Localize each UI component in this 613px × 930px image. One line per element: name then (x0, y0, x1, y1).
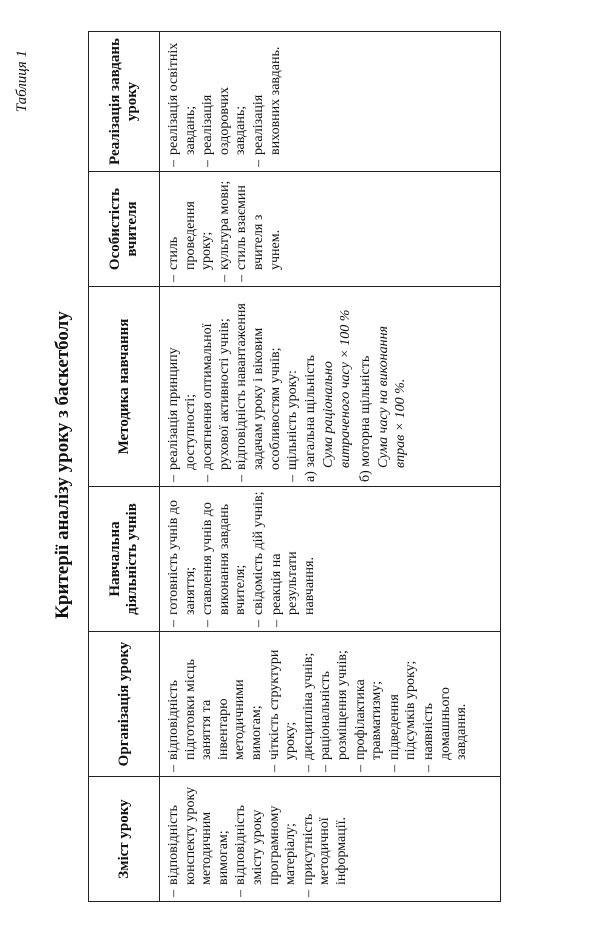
header-lesson-organization: Організація уроку (89, 632, 160, 777)
dash-bullet: – (166, 890, 181, 897)
header-row (89, 32, 160, 902)
list-item: – щільність уроку: (285, 370, 301, 482)
list-item: – свідомість дій учнів; (250, 491, 266, 627)
list-item: – присутність методичної інформації. (300, 813, 349, 897)
cell-student-activity (160, 487, 501, 632)
list-item: – відповідність підготовки місць заняття та інвентарю методичними вимогам; (166, 659, 264, 772)
dash-bullet: – (300, 890, 316, 897)
dash-bullet: – (166, 620, 181, 627)
dash-bullet: – (285, 475, 301, 482)
dash-bullet: – (386, 765, 402, 772)
table-row (160, 32, 501, 902)
list-item: – стиль взаємин вчителя з учнем. (234, 185, 283, 282)
list-item: – реалізація виховних завдань. (250, 46, 283, 167)
cell-lesson-organization (160, 632, 501, 777)
density-general-label: а) загальна щільність (302, 355, 318, 482)
header-task-realization: Реалізація завдань уроку (89, 32, 160, 172)
dash-bullet: – (352, 765, 368, 772)
dash-bullet: – (250, 620, 266, 627)
dash-bullet: – (250, 160, 266, 167)
dash-bullet: – (234, 475, 250, 482)
list-item: – відповідність навантаження задачам уроку і віковим особливостям учнів; (234, 303, 283, 482)
list-item: – дисципліна учнів; (300, 652, 316, 772)
list-item: – ставлення учнів до виконання завдань вчителя; (200, 502, 249, 627)
dash-bullet: – (200, 620, 216, 627)
list-item: – чіткість структури уроку; (266, 649, 299, 772)
cell-lesson-content (160, 777, 501, 902)
list-item: – профілактика травматизму; (352, 679, 385, 772)
header-lesson-content: Зміст уроку (89, 777, 160, 902)
criteria-table (88, 31, 501, 902)
dash-bullet: – (216, 275, 232, 282)
dash-bullet: – (166, 475, 181, 482)
list-item: – раціональність розміщення учнів; (318, 650, 350, 772)
list-item: – реалізація принципу доступності; (166, 347, 198, 482)
cell-task-realization (160, 32, 501, 172)
density-motor-label: б) моторна щільність (357, 355, 373, 482)
list-item: – культура мови; (216, 180, 232, 282)
dash-bullet: – (233, 890, 249, 897)
density-motor-formula: Сума часу на виконання вправ × 100 %. (376, 325, 408, 468)
dash-bullet: – (200, 160, 216, 167)
dash-bullet: – (268, 620, 284, 627)
list-item: – готовність учнів до заняття; (166, 499, 198, 627)
list-item: – реалізація освітніх завдань; (166, 42, 198, 167)
list-item: – реалізація оздоровчих завдань; (200, 86, 249, 167)
header-teaching-method: Методика навчання (89, 287, 160, 487)
page-title: Критерії аналізу уроку з баскетболу (52, 311, 73, 619)
dash-bullet: – (300, 765, 316, 772)
header-student-activity: Навчальна діяльність учнів (89, 487, 160, 632)
dash-bullet: – (166, 160, 181, 167)
dash-bullet: – (234, 275, 250, 282)
list-item: – відповідність змісту уроку програмному матеріалу; (233, 805, 299, 897)
dash-bullet: – (420, 765, 436, 772)
dash-bullet: – (166, 765, 181, 772)
cell-teaching-method (160, 287, 501, 487)
dash-bullet: – (266, 765, 282, 772)
list-item: – наявність домашнього завдання. (420, 687, 470, 772)
cell-teacher-personality (160, 172, 501, 287)
list-item: – досягнення оптимальної рухової активності учнів; (200, 318, 232, 482)
list-item: – підведення підсумків уроку; (386, 660, 419, 772)
header-teacher-personality: Особистість вчителя (89, 172, 160, 287)
dash-bullet: – (318, 765, 334, 772)
dash-bullet: – (200, 475, 216, 482)
list-item: – реакція на результати навчання. (268, 551, 317, 627)
table-caption: Таблиця 1 (14, 50, 30, 113)
dash-bullet: – (166, 275, 181, 282)
list-item: – стиль проведення уроку; (166, 201, 215, 282)
density-general-formula: Сума раціонально витраченого часу × 100 % (321, 309, 353, 468)
list-item: – відповідність конспекту уроку методичним вимогам; (166, 786, 231, 897)
